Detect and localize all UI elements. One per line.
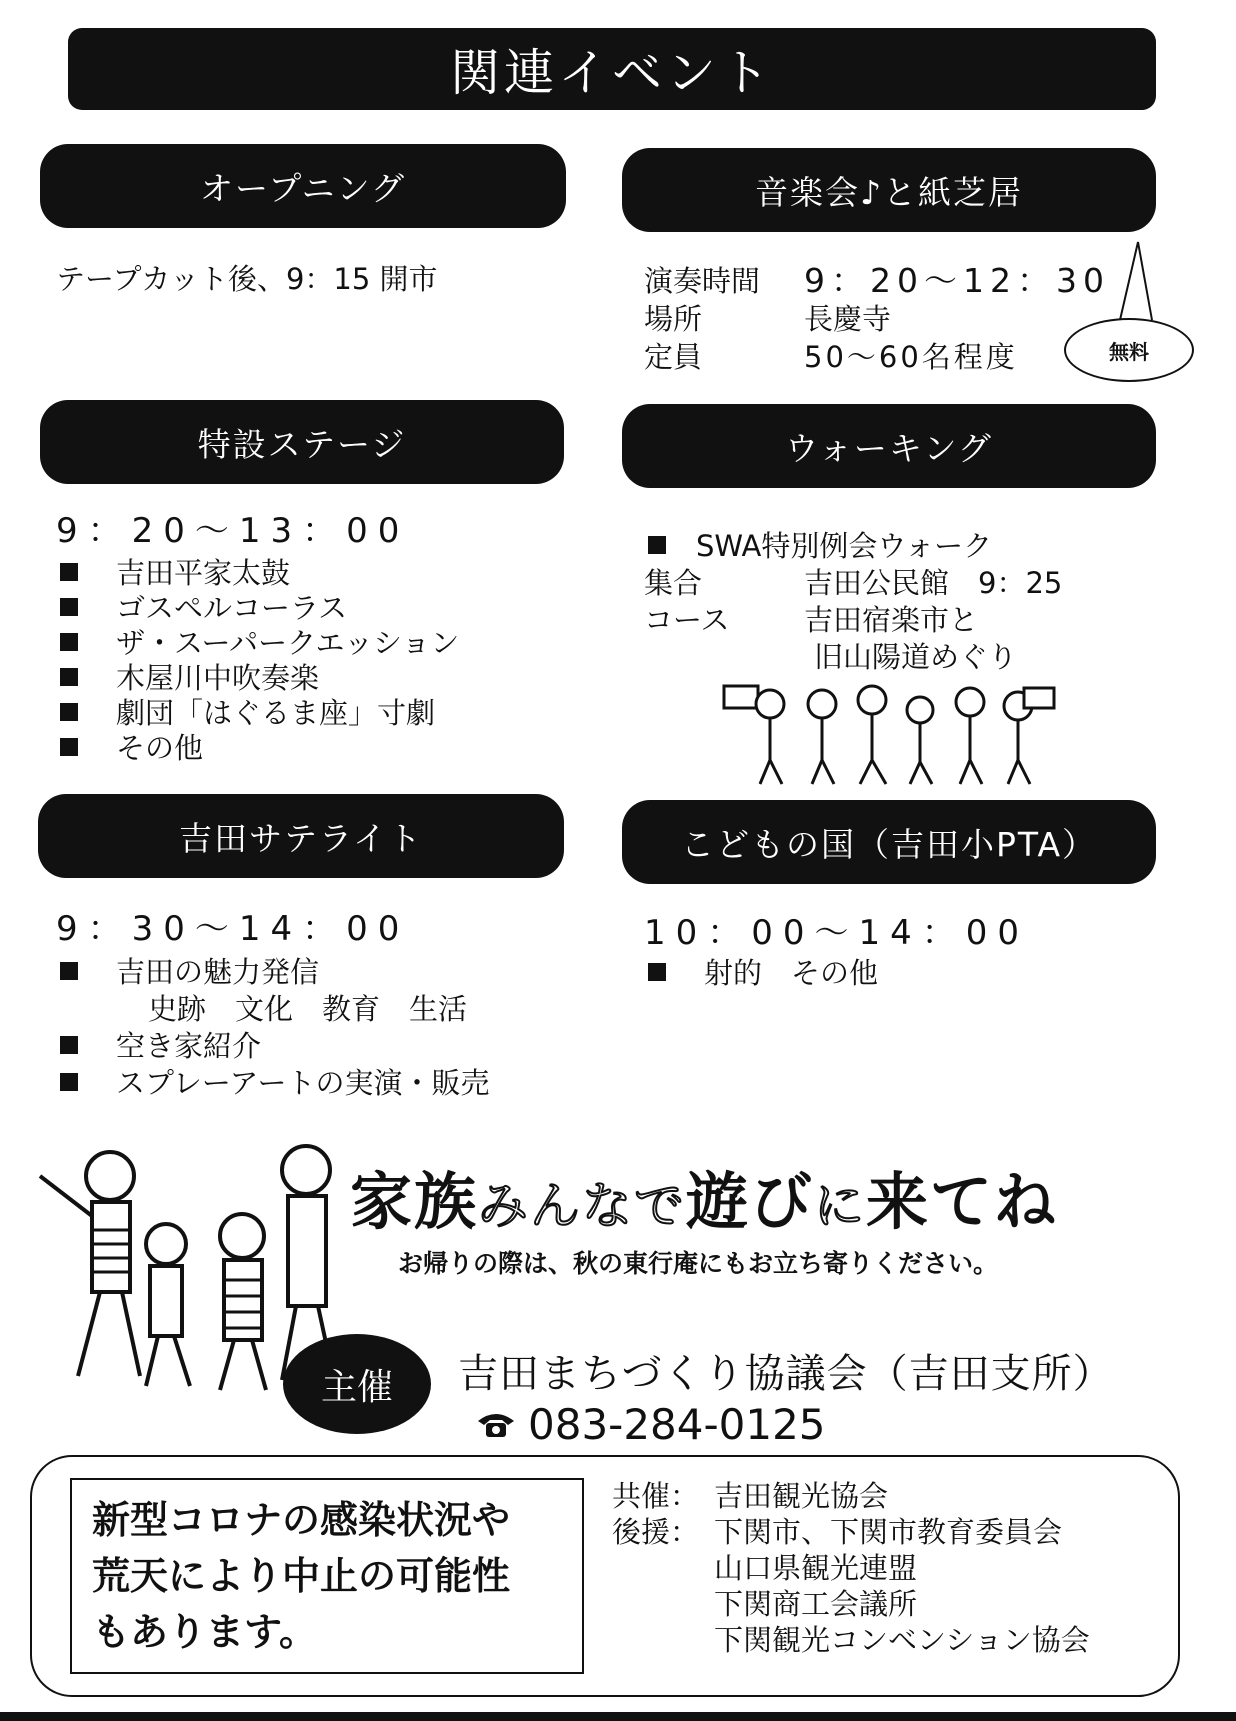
satellite-time: 9：30〜14：00 [56, 909, 410, 949]
list-item: その他 [56, 731, 459, 766]
walkers-illustration [720, 680, 1060, 790]
bullet-icon [60, 1036, 78, 1054]
bullet-icon [648, 963, 666, 981]
stage-list [56, 556, 459, 766]
page-title: 関連イベント [68, 28, 1156, 110]
kids-time: 10：00〜14：00 [644, 913, 1030, 953]
bullet-icon [60, 563, 78, 581]
concert-heading: 音楽会♪と紙芝居 [622, 148, 1156, 232]
list-item: ザ・スーパークエッション [56, 626, 459, 661]
bullet-icon [648, 536, 666, 554]
list-item: 空き家紹介 [56, 1028, 490, 1065]
list-item: 劇団「はぐるま座」寸劇 [56, 696, 459, 731]
support-label: 後援： [612, 1515, 700, 1549]
concert-capacity-value: 50〜60名程度 [804, 340, 1018, 374]
bullet-icon [60, 962, 78, 980]
walking-course-label: コース [644, 603, 730, 637]
co-host-value: 吉田観光協会 [714, 1479, 889, 1513]
kids-heading: こどもの国（吉田小PTA） [622, 800, 1156, 884]
kids-item: 射的 その他 [704, 956, 879, 990]
free-badge: 無料 [1064, 318, 1194, 382]
concert-place-label: 場所 [644, 302, 703, 336]
satellite-heading: 吉田サテライト [38, 794, 564, 878]
host-org: 吉田まちづくり協議会（吉田支所） [458, 1351, 1114, 1397]
support-value: 下関観光コンベンション協会 [714, 1623, 1090, 1657]
speech-tail [1100, 240, 1160, 322]
host-phone [476, 1400, 826, 1449]
bullet-icon [60, 668, 78, 686]
phone-number: 083-284-0125 [528, 1400, 826, 1449]
concert-time-label: 演奏時間 [644, 264, 761, 298]
slogan-sub: お帰りの際は、秋の東行庵にもお立ち寄りください。 [398, 1249, 999, 1278]
walking-meet-value: 吉田公民館 9：25 [804, 566, 1063, 600]
list-item: スプレーアートの実演・販売 [56, 1065, 490, 1102]
walking-meet-label: 集合 [644, 566, 703, 600]
concert-details [644, 262, 1110, 376]
notice-line: 新型コロナの感染状況や [92, 1498, 511, 1542]
support-value: 山口県観光連盟 [714, 1551, 918, 1585]
concert-time-value: 9：20〜12：30 [804, 261, 1110, 300]
walking-details [644, 528, 1062, 676]
kids-item-row [644, 956, 878, 991]
bullet-icon [60, 703, 78, 721]
co-host-label: 共催： [612, 1479, 700, 1513]
opening-heading: オープニング [40, 144, 566, 228]
satellite-list [56, 954, 490, 1102]
notice-line: 荒天により中止の可能性 [92, 1554, 511, 1598]
walking-heading: ウォーキング [622, 404, 1156, 488]
list-item: 吉田平家太鼓 [56, 556, 459, 591]
concert-place-value: 長慶寺 [804, 302, 892, 336]
opening-text: テープカット後、9：15 開市 [56, 262, 438, 296]
telephone-icon [476, 1400, 516, 1449]
walking-item: SWA特別例会ウォーク [696, 529, 993, 563]
walking-course-value: 吉田宿楽市と [804, 603, 979, 637]
slogan: 家族みんなで遊びに来てね [350, 1165, 1059, 1238]
bullet-icon [60, 738, 78, 756]
list-item: 木屋川中吹奏楽 [56, 661, 459, 696]
list-item: 吉田の魅力発信 [56, 954, 490, 991]
host-label: 主催 [283, 1334, 431, 1434]
list-item: ゴスペルコーラス [56, 591, 459, 626]
bullet-icon [60, 633, 78, 651]
sponsors [612, 1478, 1090, 1658]
stage-time: 9：20〜13：00 [56, 511, 410, 551]
support-value: 下関商工会議所 [714, 1587, 918, 1621]
concert-capacity-label: 定員 [644, 340, 703, 374]
walking-course-line2: 旧山陽道めぐり [814, 640, 1018, 674]
bottom-border [0, 1712, 1236, 1721]
bullet-icon [60, 1073, 78, 1091]
notice-line: もあります。 [92, 1610, 317, 1654]
stage-heading: 特設ステージ [40, 400, 564, 484]
notice-box [70, 1478, 584, 1674]
support-value: 下関市、下関市教育委員会 [714, 1515, 1063, 1549]
bullet-icon [60, 598, 78, 616]
satellite-item-sub: 史跡 文化 教育 生活 [148, 992, 468, 1026]
